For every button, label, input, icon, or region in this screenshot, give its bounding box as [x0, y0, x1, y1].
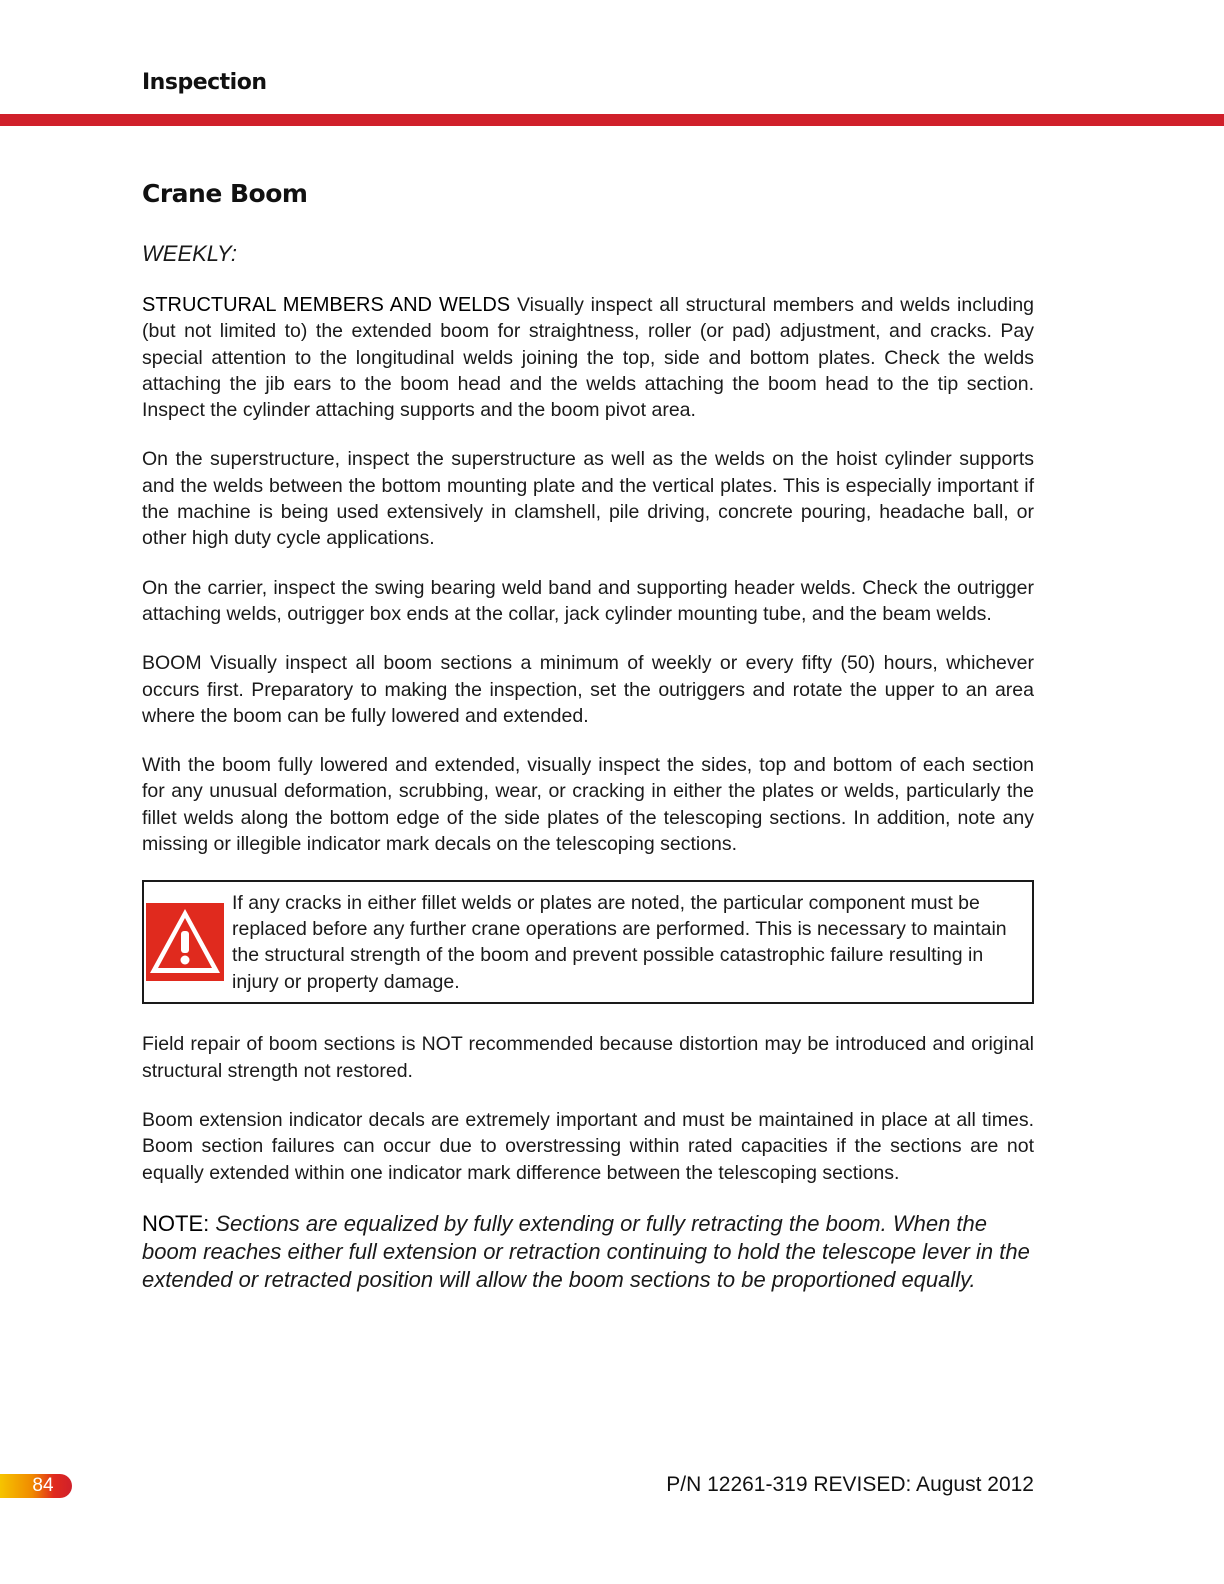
paragraph-boom: BOOM Visually inspect all boom sections a minimum of weekly or every fifty (50) hours, whichever occurs first. Preparatory to making the inspection, set the outriggers and rotate the upper to an area where the boom can be fully lowered and extended.	[142, 652, 1034, 727]
page-content	[142, 172, 1034, 1294]
note-text: Sections are equalized by fully extending or fully retracting the boom. When the boom reaches either full extension or retraction continuing to hold the telescope lever in the extended or retracted position will allow the boom sections to be proportioned equally.	[142, 1210, 1030, 1292]
page-number: 84	[0, 1474, 72, 1498]
paragraph-boom-inspection: With the boom fully lowered and extended, visually inspect the sides, top and bottom of each section for any unusual deformation, scrubbing, wear, or cracking in either the plates or welds, particularly the fillet welds along the bottom edge of the side plates of the telescoping sections. In addition, note any missing or illegible indicator mark decals on the telescoping sections.	[142, 754, 1034, 856]
paragraph-text: Visually inspect all structural members and welds including (but not limited to) the extended boom for straightness, roller (or pad) adjustment, and cracks. Pay special attention to the longitudinal welds joining the top, side and bottom plates. Check the welds attaching the jib ears to the boom head and the welds attaching the boom head to the tip section. Inspect the cylinder attaching supports and the boom pivot area.	[142, 294, 1035, 422]
paragraph-indicator-decals: Boom extension indicator decals are extremely important and must be maintained in place at all times. Boom section failures can occur due to overstressing within rated capacities if the sections are not equally extended within one indicator mark difference between the telescoping sections.	[142, 1108, 1034, 1184]
footer-doc-info: P/N 12261-319 REVISED: August 2012	[666, 1473, 1034, 1496]
paragraph-carrier: On the carrier, inspect the swing bearing weld band and supporting header welds. Check the outrigger attaching welds, outrigger box ends at the collar, jack cylinder mounting tube, and the beam welds.	[142, 576, 1034, 625]
warning-triangle-icon	[146, 903, 224, 981]
paragraph-structural-members	[142, 292, 1034, 423]
note	[142, 1210, 1034, 1294]
warning-text: If any cracks in either fillet welds or plates are noted, the particular component must be replaced before any further crane operations are performed. This is necessary to maintain the structural strength of the boom and prevent possible catastrophic failure resulting in injury or property damage.	[232, 891, 1007, 993]
paragraph-superstructure: On the superstructure, inspect the superstructure as well as the welds on the hoist cylinder supports and the welds between the bottom mounting plate and the vertical plates. This is especially important if the machine is being used extensively in clamshell, pile driving, concrete pouring, headache ball, or other high duty cycle applications.	[142, 448, 1034, 550]
warning-box	[142, 880, 1034, 1004]
frequency-subhead: WEEKLY:	[142, 241, 237, 266]
header-title: Inspection	[142, 70, 267, 95]
paragraph-field-repair: Field repair of boom sections is NOT recommended because distortion may be introduced and original structural strength not restored.	[142, 1033, 1034, 1082]
header-rule	[0, 114, 1224, 126]
note-label: NOTE:	[142, 1210, 210, 1236]
section-title: Crane Boom	[142, 179, 308, 208]
paragraph-lead: STRUCTURAL MEMBERS AND WELDS	[142, 294, 511, 316]
